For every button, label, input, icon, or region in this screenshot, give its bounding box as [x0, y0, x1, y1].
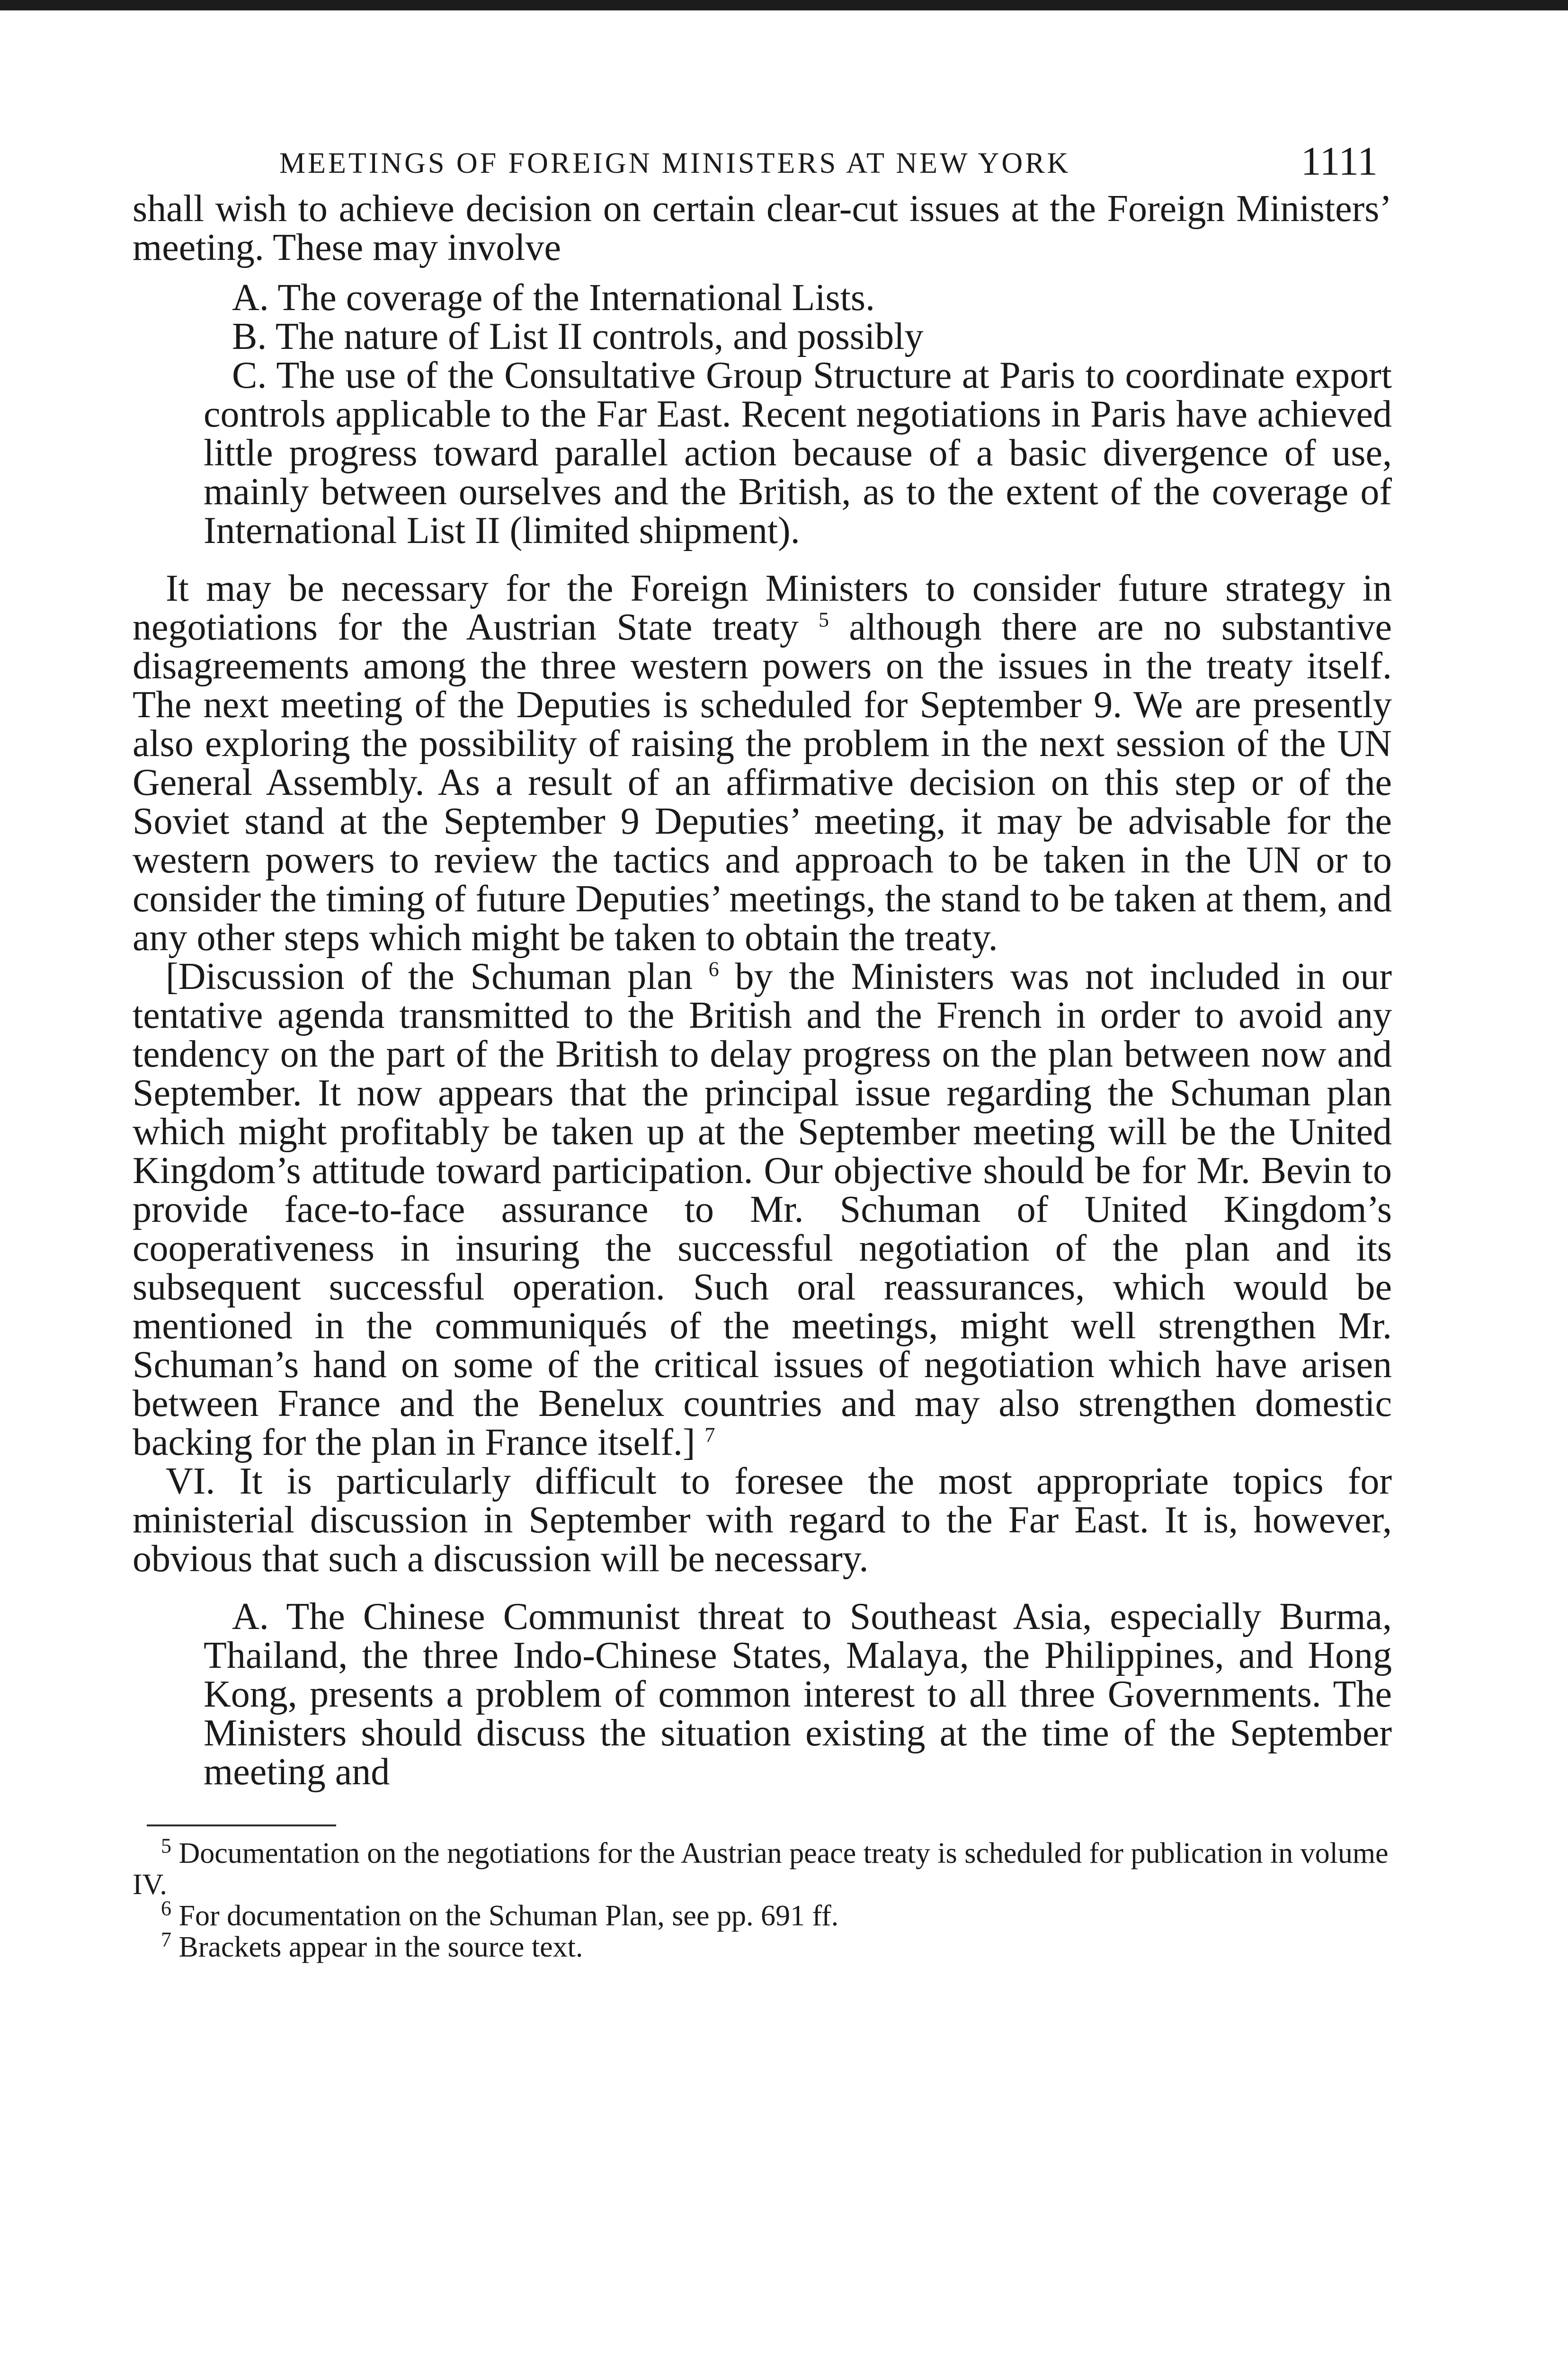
footnote-ref-6: 6	[708, 957, 719, 981]
schuman-paragraph	[133, 957, 1392, 1462]
issue-list	[133, 278, 1392, 550]
running-title: MEETINGS OF FOREIGN MINISTERS AT NEW YORK	[279, 147, 1071, 179]
intro-paragraph: shall wish to achieve decision on certain clear-cut issues at the Foreign Ministers’ meeting. These may involve	[133, 188, 1392, 268]
footnote-5	[133, 1834, 1392, 1901]
austria-paragraph	[133, 569, 1392, 957]
schuman-text-2: by the Ministers was not included in our tentative agenda transmitted to the British and the French in order to avoid any tendency on the part of the British to delay progress on the plan between now and September. It now appears that the principal issue regarding the Schuman plan which might profitably be taken up at the September meeting will be the United Kingdom’s attitude toward participation. Our objective should be for Mr. Bevin to provide face-to-face assurance to Mr. Schuman of United Kingdom’s cooperativeness in insuring the successful negotiation of the plan and its subsequent successful operation. Such oral reassurances, which would be mentioned in the communiqués of the meetings, might well strengthen Mr. Schuman’s hand on some of the critical issues of negotiation which have arisen between France and the Benelux countries and may also strengthen domestic backing for the plan in France itself.]	[133, 956, 1392, 1463]
document-page	[133, 118, 1392, 1963]
schuman-text-1: [Discussion of the Schuman plan	[166, 956, 693, 997]
issue-item-c: C. The use of the Consultative Group Structure at Paris to coordinate export controls applicable to the Far East. Recent negotiations in Paris have achieved little progress toward parallel action because of a basic divergence of use, mainly between ourselves and the British, as to the extent of the coverage of International List II (limited shipment).	[204, 355, 1392, 552]
issue-item-a: A. The coverage of the International Lists.	[232, 277, 875, 319]
footnote-ref-7: 7	[704, 1423, 715, 1447]
section-vi-paragraph: VI. It is particularly difficult to foresee the most appropriate topics for ministerial discussion in September with regard to the Far East. It is, however, obvious that such a discussion will be necessary.	[133, 1460, 1392, 1580]
footnote-rule	[147, 1824, 336, 1826]
top-border-rule	[0, 0, 1568, 10]
body-text	[133, 189, 1392, 1791]
footnote-mark-7: 7	[161, 1928, 171, 1951]
footnote-mark-5: 5	[161, 1834, 171, 1858]
footnote-text-7: Brackets appear in the source text.	[178, 1931, 583, 1963]
footnote-mark-6: 6	[161, 1896, 171, 1920]
footnote-text-6: For documentation on the Schuman Plan, see pp. 691 ff.	[178, 1900, 839, 1932]
footnote-text-5: Documentation on the negotiations for the Austrian peace treaty is scheduled for publication in volume IV.	[133, 1837, 1389, 1901]
footnote-ref-5: 5	[819, 608, 829, 632]
footnote-7	[133, 1928, 1392, 1963]
section-vi-a-paragraph: A. The Chinese Communist threat to Southeast Asia, especially Burma, Thailand, the three Indo-Chinese States, Malaya, the Philippines, and Hong Kong, presents a problem of common interest to all three Governments. The Ministers should discuss the situation existing at the time of the September meeting and	[204, 1596, 1392, 1793]
austria-text-1: It may be necessary for the Foreign Ministers to consider future strategy in negotiations for the Austrian State treaty	[133, 568, 1392, 648]
issue-item-b: B. The nature of List II controls, and possibly	[232, 316, 924, 357]
page-number: 1111	[1301, 138, 1378, 184]
running-head	[133, 118, 1392, 189]
footnote-6	[133, 1896, 1392, 1932]
austria-text-2: although there are no substantive disagreements among the three western powers on the issues in the treaty itself. The next meeting of the Deputies is scheduled for September 9. We are presently also exploring the possibility of raising the problem in the next session of the UN General Assembly. As a result of an affirmative decision on this step or of the Soviet stand at the September 9 Deputies’ meeting, it may be advisable for the western powers to review the tactics and approach to be taken in the UN or to consider the timing of future Deputies’ meetings, the stand to be taken at them, and any other steps which might be taken to obtain the treaty.	[133, 606, 1392, 959]
footnotes	[133, 1834, 1392, 1963]
